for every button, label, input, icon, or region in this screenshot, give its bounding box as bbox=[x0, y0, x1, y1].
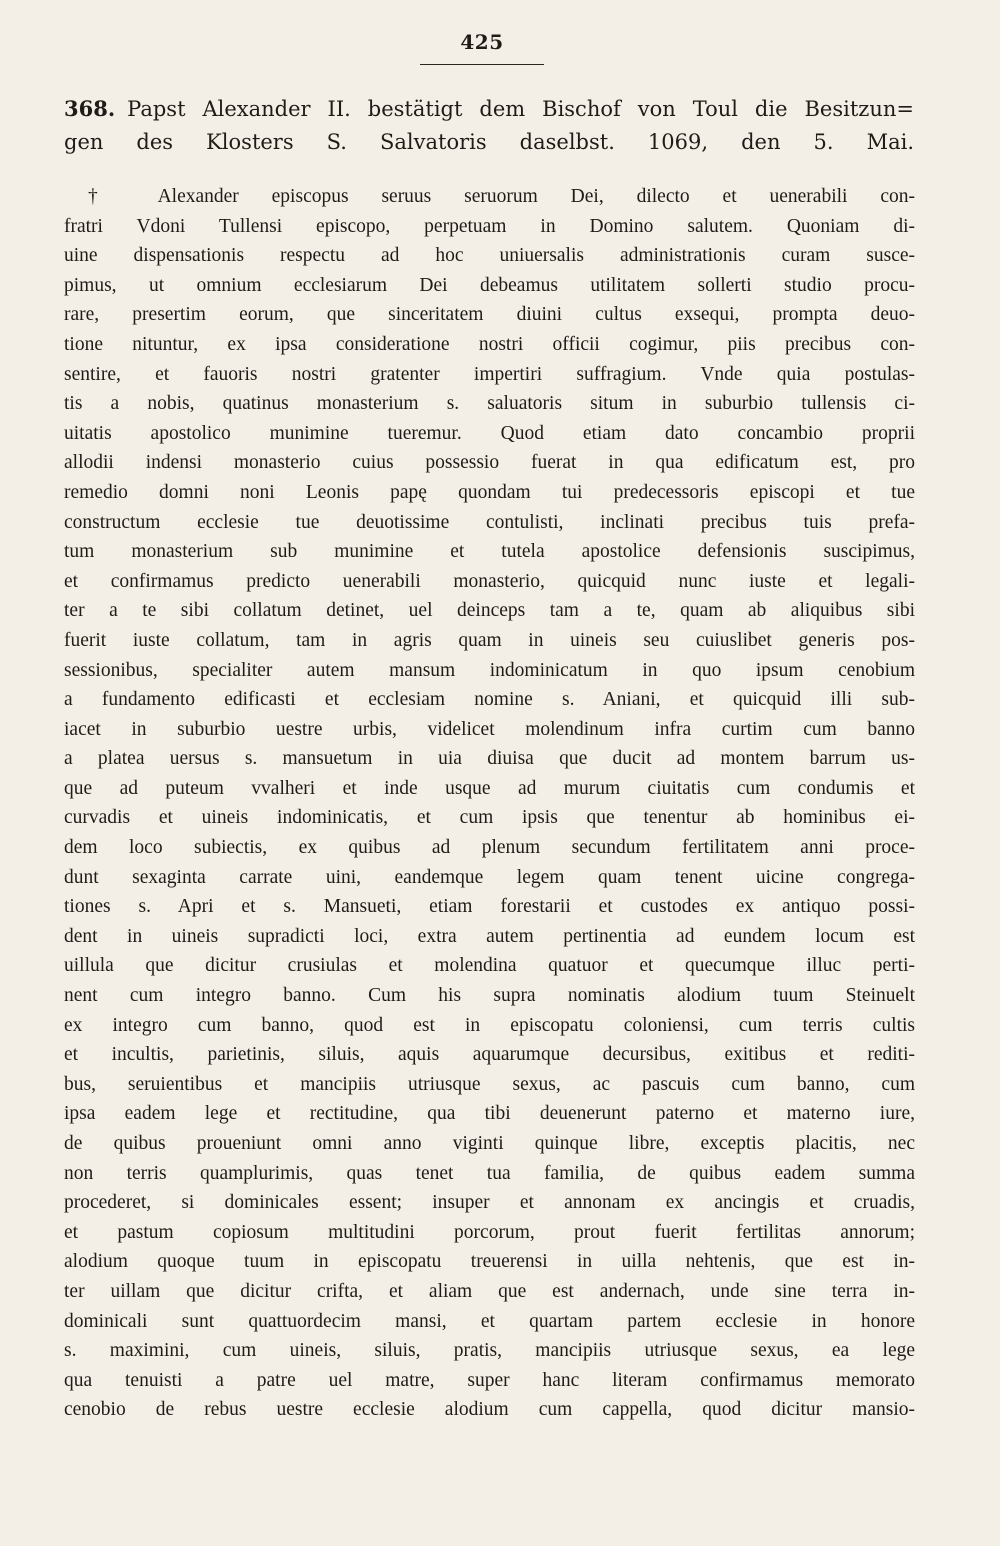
text-line: a fundamento edificasti et ecclesiam nomine s. Aniani, et quicquid illi sub- bbox=[64, 689, 915, 711]
text-line: ter a te sibi collatum detinet, uel deinceps tam a te, quam ab aliquibus sibi bbox=[64, 600, 915, 622]
text-line: tione nituntur, ex ipsa consideratione nostri officii cogimur, piis precibus con- bbox=[64, 333, 915, 355]
text-line: dent in uineis supradicti loci, extra autem pertinentia ad eundem locum est bbox=[64, 925, 915, 947]
text-line: pimus, ut omnium ecclesiarum Dei debeamus utilitatem sollerti studio procu- bbox=[64, 274, 915, 296]
document-heading bbox=[64, 92, 914, 159]
text-line: dem loco subiectis, ex quibus ad plenum secundum fertilitatem anni proce- bbox=[64, 837, 915, 859]
text-line: sentire, et fauoris nostri gratenter impertiri suffragium. Vnde quia postulas- bbox=[64, 363, 915, 385]
heading-title-line-1: Papst Alexander II. bestätigt dem Bischof von Toul die Besitzun= bbox=[127, 97, 914, 121]
text-line: constructum ecclesie tue deuotissime contulisti, inclinati precibus tuis prefa- bbox=[64, 511, 915, 533]
text-line: s. maximini, cum uineis, siluis, pratis, mancipiis utriusque sexus, ea lege bbox=[64, 1340, 915, 1362]
text-line: uine dispensationis respectu ad hoc uniuersalis administrationis curam susce- bbox=[64, 245, 915, 267]
text-line: uillula que dicitur crusiulas et molendina quatuor et quecumque illuc perti- bbox=[64, 955, 915, 977]
text-line: a platea uersus s. mansuetum in uia diuisa que ducit ad montem barrum us- bbox=[64, 748, 915, 770]
text-line: rare, presertim eorum, que sinceritatem diuini cultus exsequi, prompta deuo- bbox=[64, 304, 915, 326]
text-line: et incultis, parietinis, siluis, aquis aquarumque decursibus, exitibus et rediti- bbox=[64, 1044, 915, 1066]
text-line: ipsa eadem lege et rectitudine, qua tibi deuenerunt paterno et materno iure, bbox=[64, 1103, 915, 1125]
text-line: cenobio de rebus uestre ecclesie alodium cum cappella, quod dicitur mansio- bbox=[64, 1399, 915, 1421]
text-line: nent cum integro banno. Cum his supra nominatis alodium tuum Steinuelt bbox=[64, 985, 915, 1007]
text-line: dominicali sunt quattuordecim mansi, et quartam partem ecclesie in honore bbox=[64, 1310, 915, 1332]
text-line: de quibus proueniunt omni anno viginti quinque libre, exceptis placitis, nec bbox=[64, 1133, 915, 1154]
text-line: bus, seruientibus et mancipiis utriusque sexus, ac pascuis cum banno, cum bbox=[64, 1073, 915, 1095]
text-line: non terris quamplurimis, quas tenet tua familia, de quibus eadem summa bbox=[64, 1162, 915, 1184]
text-line: † Alexander episcopus seruus seruorum Dei, dilecto et uenerabili con- bbox=[88, 186, 915, 207]
document-number: 368. bbox=[64, 96, 116, 121]
text-line: allodii indensi monasterio cuius possessio fuerat in qua edificatum est, pro bbox=[64, 452, 915, 474]
text-line: et confirmamus predicto uenerabili monasterio, quicquid nunc iuste et legali- bbox=[64, 570, 915, 592]
text-line: qua tenuisti a patre uel matre, super hanc literam confirmamus memorato bbox=[64, 1369, 915, 1391]
text-line: ter uillam que dicitur crifta, et aliam que est andernach, unde sine terra in- bbox=[64, 1280, 915, 1302]
text-line: alodium quoque tuum in episcopatu treuerensi in uilla nehtenis, que est in- bbox=[64, 1251, 915, 1273]
text-line: fuerit iuste collatum, tam in agris quam in uineis seu cuiuslibet generis pos- bbox=[64, 629, 915, 651]
text-line: tiones s. Apri et s. Mansueti, etiam forestarii et custodes ex antiquo possi- bbox=[64, 896, 915, 918]
text-line: que ad puteum vvalheri et inde usque ad murum ciuitatis cum condumis et bbox=[64, 777, 915, 799]
text-line: dunt sexaginta carrate uini, eandemque legem quam tenent uicine congrega- bbox=[64, 866, 915, 888]
text-line: uitatis apostolico munimine tueremur. Quod etiam dato concambio proprii bbox=[64, 422, 915, 444]
text-line: procederet, si dominicales essent; insuper et annonam ex ancingis et cruadis, bbox=[64, 1192, 915, 1214]
text-line: tis a nobis, quatinus monasterium s. saluatoris situm in suburbio tullensis ci- bbox=[64, 393, 915, 415]
page-number: 425 bbox=[460, 30, 504, 54]
text-line: iacet in suburbio uestre urbis, videlicet molendinum infra curtim cum banno bbox=[64, 718, 915, 740]
page-number-rule bbox=[420, 64, 544, 65]
heading-line-1 bbox=[64, 92, 914, 126]
text-line: tum monasterium sub munimine et tutela apostolice defensionis suscipimus, bbox=[64, 541, 915, 563]
text-line: curvadis et uineis indominicatis, et cum ipsis que tenentur ab hominibus ei- bbox=[64, 807, 915, 829]
text-line: ex integro cum banno, quod est in episcopatu coloniensi, cum terris cultis bbox=[64, 1014, 915, 1036]
text-line: sessionibus, specialiter autem mansum indominicatum in quo ipsum cenobium bbox=[64, 659, 915, 681]
text-line: et pastum copiosum multitudini porcorum, prout fuerit fertilitas annorum; bbox=[64, 1221, 915, 1243]
heading-line-2: gen des Klosters S. Salvatoris daselbst. 1069, den 5. Mai. bbox=[64, 130, 914, 154]
charter-text bbox=[64, 182, 915, 1425]
text-line: fratri Vdoni Tullensi episcopo, perpetuam in Domino salutem. Quoniam di- bbox=[64, 215, 915, 237]
text-line: remedio domni noni Leonis papę quondam tui predecessoris episcopi et tue bbox=[64, 481, 915, 503]
